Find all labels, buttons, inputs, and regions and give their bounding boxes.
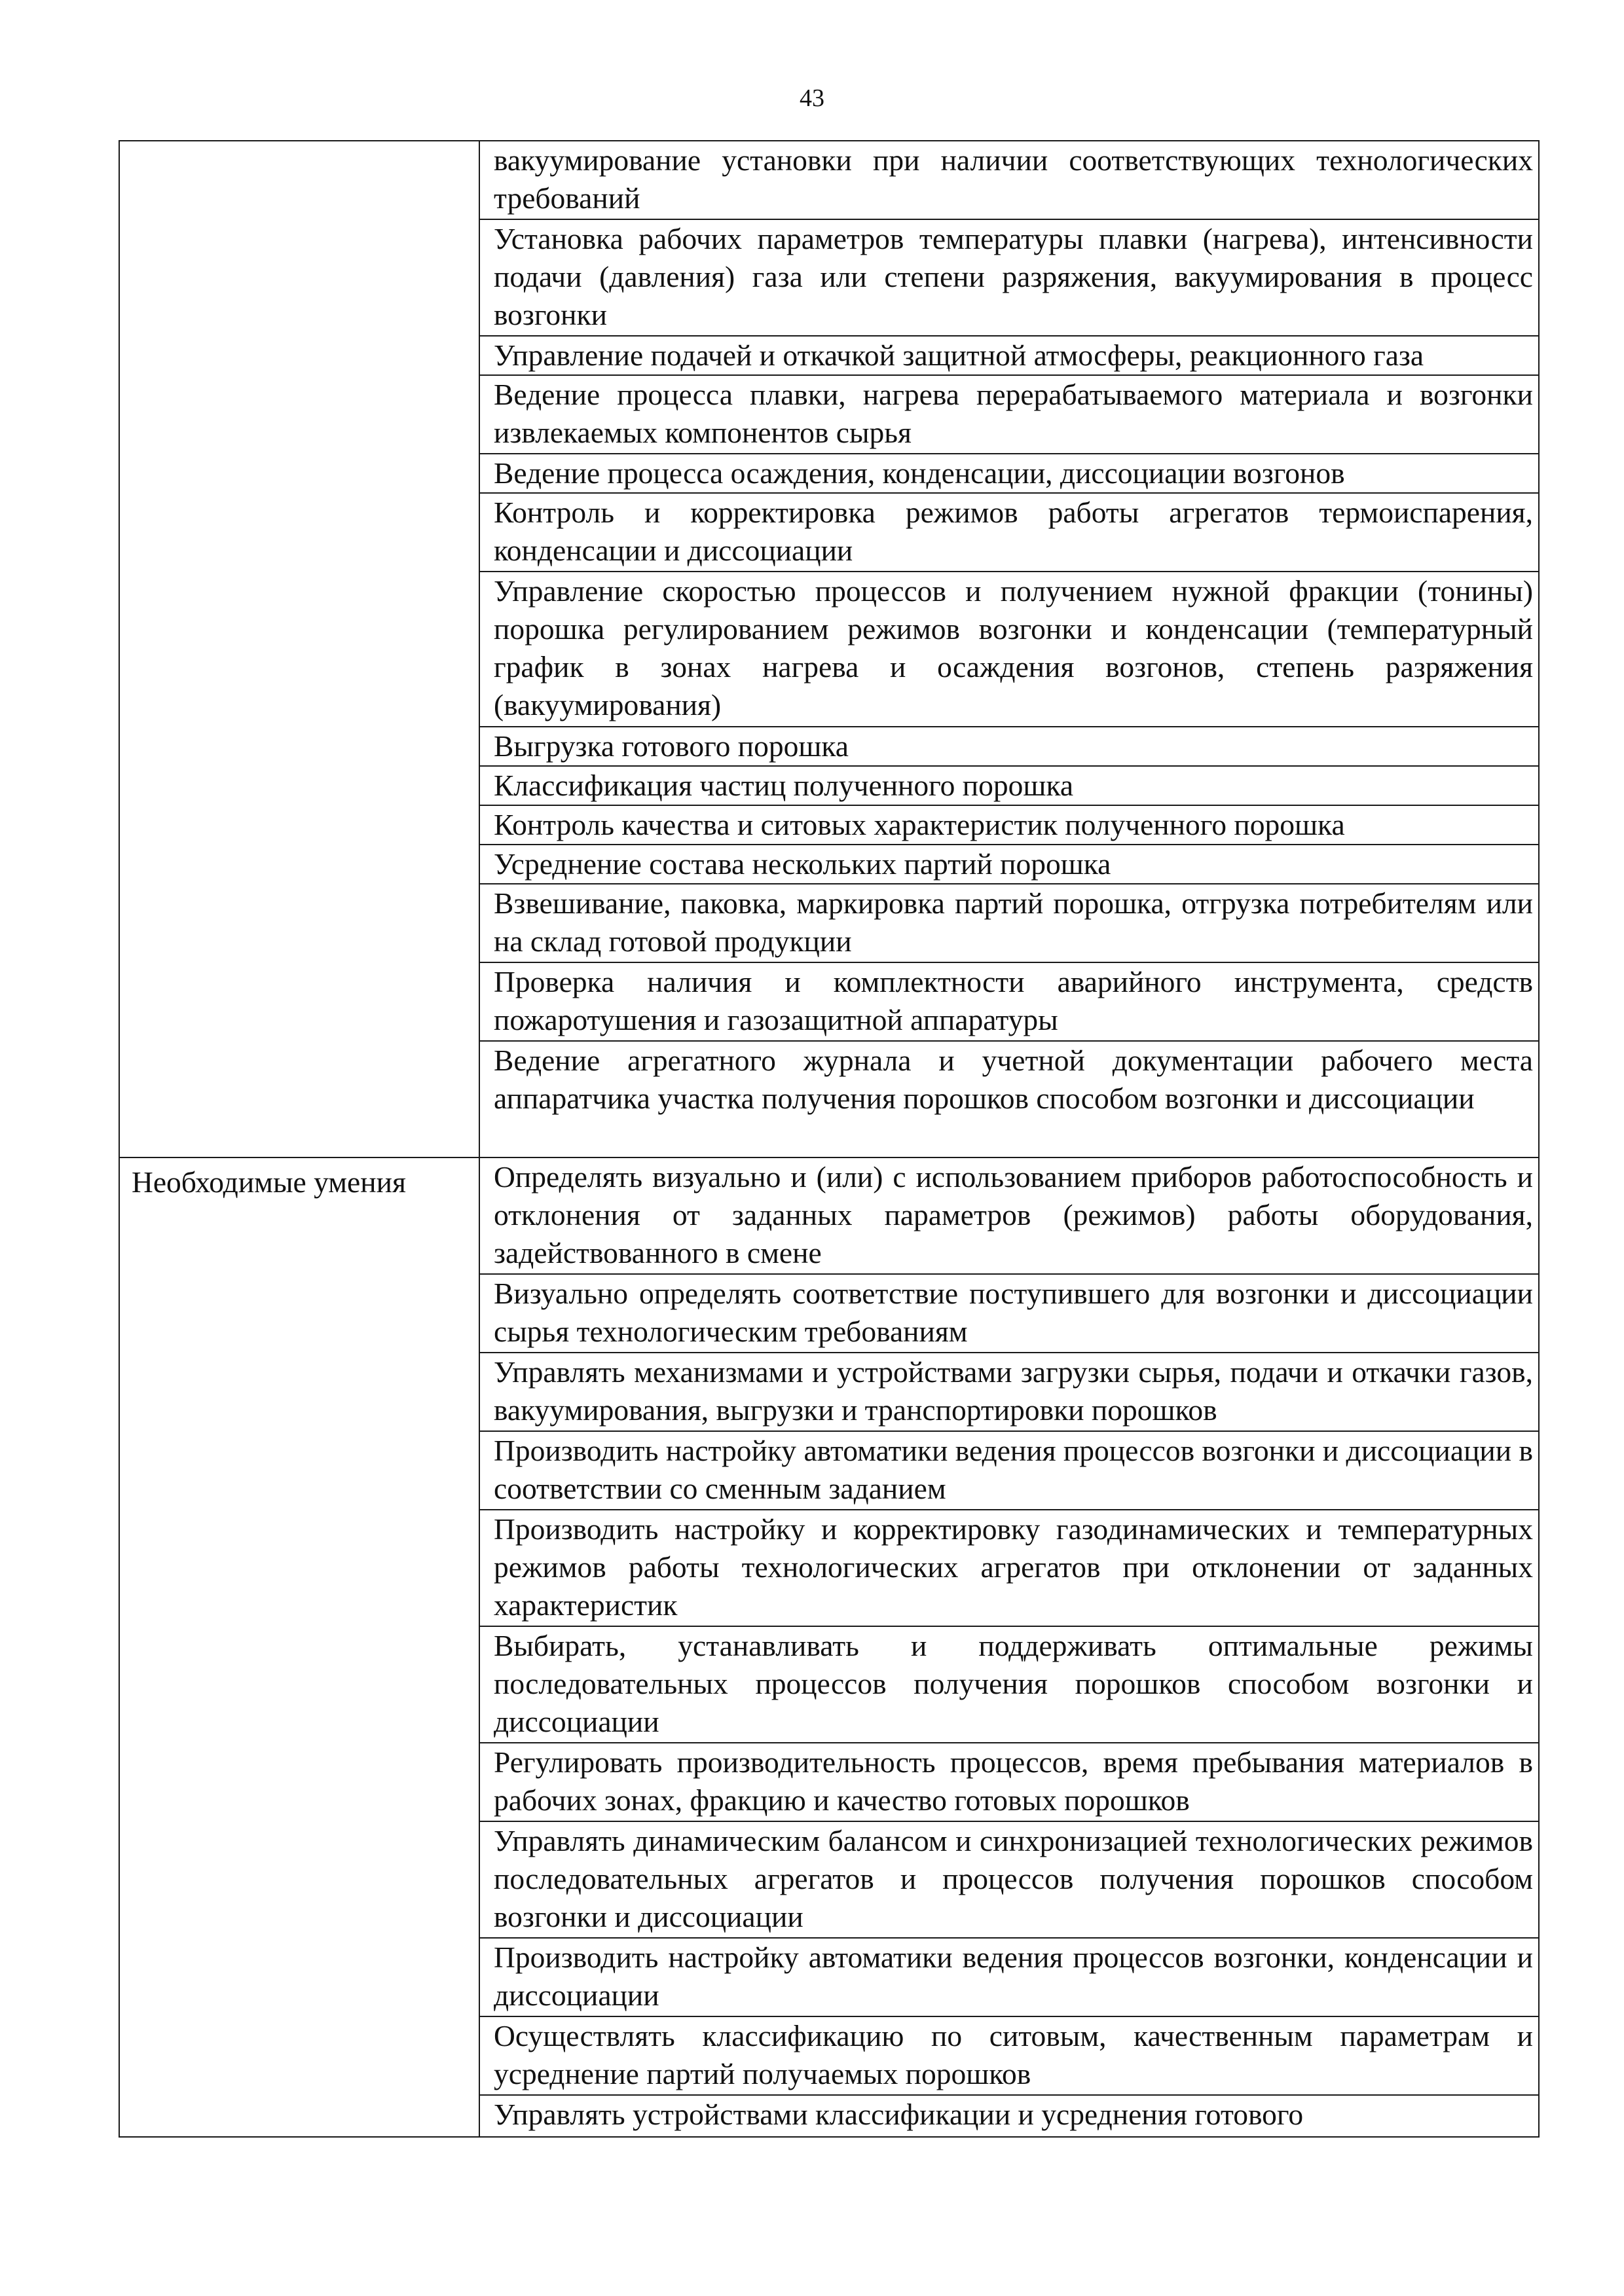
table-cell: Взвешивание, паковка, маркировка партий порошка, отгрузка потребителям или на склад готовой продукции [479,884,1539,962]
table-cell: Управление подачей и откачкой защитной атмосферы, реакционного газа [479,336,1539,375]
table-cell: Определять визуально и (или) с использованием приборов работоспособность и отклонения от заданных параметров (режимов) работы оборудования, задействованного в смене [479,1157,1539,1274]
table-cell: Управлять устройствами классификации и усреднения готового [479,2095,1539,2137]
table-cell: Выгрузка готового порошка [479,727,1539,766]
table-cell: Классификация частиц полученного порошка [479,766,1539,805]
table-cell: Усреднение состава нескольких партий порошка [479,845,1539,884]
table-cell: Визуально определять соответствие поступившего для возгонки и диссоциации сырья технологическим требованиям [479,1274,1539,1353]
table-cell: Проверка наличия и комплектности аварийного инструмента, средств пожаротушения и газозащитной аппаратуры [479,962,1539,1041]
table-cell: Регулировать производительность процессов, время пребывания материалов в рабочих зонах, фракцию и качество готовых порошков [479,1743,1539,1821]
table-cell: Ведение процесса плавки, нагрева перерабатываемого материала и возгонки извлекаемых компонентов сырья [479,375,1539,454]
table-cell: Контроль и корректировка режимов работы агрегатов термоиспарения, конденсации и диссоциации [479,493,1539,572]
table-cell: вакуумирование установки при наличии соответствующих технологических требований [479,141,1539,219]
table-cell: Контроль качества и ситовых характеристик полученного порошка [479,805,1539,845]
table-row [119,141,1539,219]
section-label: Необходимые умения [119,1157,479,2137]
competency-table [119,140,1540,2138]
table-cell: Управлять механизмами и устройствами загрузки сырья, подачи и откачки газов, вакуумирования, выгрузки и транспортировки порошков [479,1353,1539,1431]
table-row [119,1157,1539,1274]
table-cell: Установка рабочих параметров температуры плавки (нагрева), интенсивности подачи (давления) газа или степени разряжения, вакуумирования в процесс возгонки [479,219,1539,336]
section-label [119,141,479,1157]
table-cell: Ведение агрегатного журнала и учетной документации рабочего места аппаратчика участка получения порошков способом возгонки и диссоциации [479,1041,1539,1157]
table-cell: Осуществлять классификацию по ситовым, качественным параметрам и усреднение партий получаемых порошков [479,2016,1539,2095]
table-cell: Производить настройку и корректировку газодинамических и температурных режимов работы технологических агрегатов при отклонении от заданных характеристик [479,1510,1539,1626]
table-cell: Производить настройку автоматики ведения процессов возгонки и диссоциации в соответствии со сменным заданием [479,1431,1539,1510]
page-number: 43 [800,84,824,112]
table-cell: Управлять динамическим балансом и синхронизацией технологических режимов последовательных агрегатов и процессов получения порошков способом возгонки и диссоциации [479,1821,1539,1938]
table-cell: Выбирать, устанавливать и поддерживать оптимальные режимы последовательных процессов получения порошков способом возгонки и диссоциации [479,1626,1539,1743]
table-cell: Производить настройку автоматики ведения процессов возгонки, конденсации и диссоциации [479,1938,1539,2016]
table-cell: Управление скоростью процессов и получением нужной фракции (тонины) порошка регулированием режимов возгонки и конденсации (температурный график в зонах нагрева и осаждения возгонов, степень разряжения (вакуумирования) [479,572,1539,727]
table-cell: Ведение процесса осаждения, конденсации, диссоциации возгонов [479,454,1539,493]
